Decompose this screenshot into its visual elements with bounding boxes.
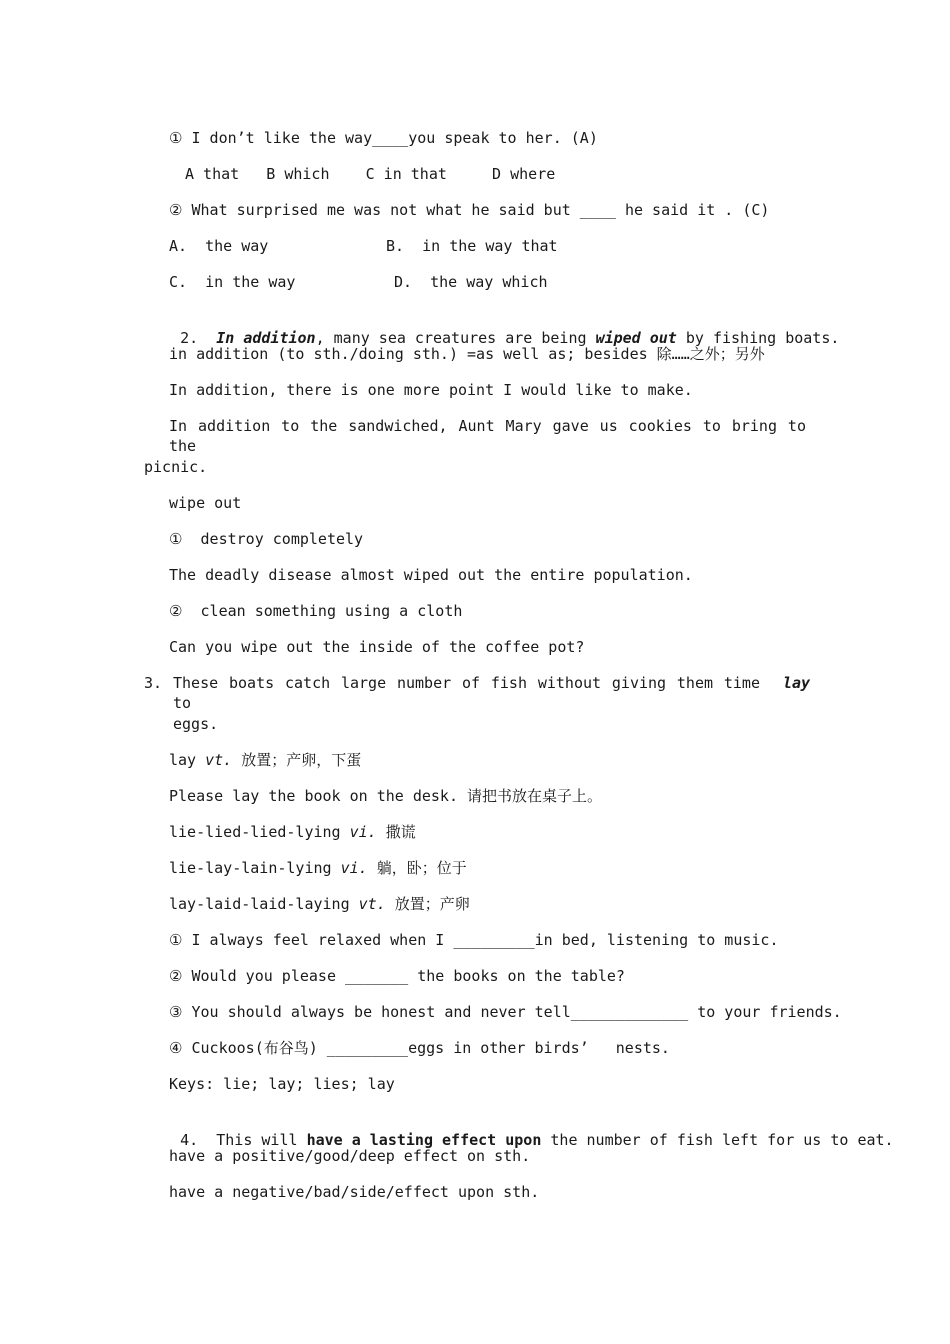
choice-b: B. in the way that (386, 237, 558, 255)
exercise-line: ① I don’t like the way____you speak to her. (A) (169, 129, 598, 147)
example-sentence: have a negative/bad/side/effect upon sth. (169, 1183, 540, 1201)
definition: in addition (to sth./doing sth.) =as well as; besides 除……之外；另外 (169, 345, 765, 363)
part-of-speech: vi. (349, 823, 377, 841)
example-sentence: In addition, there is one more point I would like to make. (169, 381, 693, 399)
verb-forms (169, 858, 467, 878)
example-sentence: Please lay the book on the desk. 请把书放在桌子上。 (169, 787, 603, 805)
definition (169, 750, 361, 770)
answer-keys: Keys: lie; lay; lies; lay (169, 1075, 395, 1093)
sense-item: ① destroy completely (169, 530, 364, 548)
section-number: 4. (180, 1131, 199, 1149)
exercise-choices: A that B which C in that D where (185, 165, 556, 183)
example-sentence: Can you wipe out the inside of the coffee pot? (169, 638, 585, 656)
phrase-heading: wipe out (169, 494, 242, 512)
part-of-speech: vt. (358, 895, 386, 913)
forms: lie-lied-lied-lying (169, 823, 350, 841)
choice-d: D. the way which (394, 273, 548, 291)
meaning: 撒谎 (376, 823, 416, 841)
section-number: 2. (180, 329, 199, 347)
verb-forms (169, 894, 470, 914)
sentence-text: This will (216, 1131, 307, 1149)
exercise-line: ② Would you please _______ the books on the table? (169, 967, 625, 985)
forms: lay-laid-laid-laying (169, 895, 359, 913)
choice-c: C. in the way (169, 273, 296, 291)
key-phrase: lay (783, 674, 811, 692)
meaning: 放置；产卵，下蛋 (232, 751, 362, 769)
meaning: 放置；产卵 (385, 895, 470, 913)
verb-forms (169, 822, 416, 842)
exercise-line: ④ Cuckoos(布谷鸟) _________eggs in other birds’ nests. (169, 1039, 670, 1057)
choice-a: A. the way (169, 237, 269, 255)
exercise-line: ③ You should always be honest and never tell_____________ to your friends. (169, 1003, 842, 1021)
sentence-text: , many sea creatures are being (315, 329, 596, 347)
key-phrase: have a lasting effect upon (306, 1131, 542, 1149)
meaning: 躺，卧；位于 (367, 859, 467, 877)
sentence-continuation: eggs. (173, 715, 219, 733)
exercise-line: ② What surprised me was not what he said but ____ he said it . (C) (169, 201, 770, 219)
word: lay (169, 751, 206, 769)
sentence-text: by fishing boats. (676, 329, 840, 347)
sentence-text: the number of fish left for us to eat. (541, 1131, 894, 1149)
forms: lie-lay-lain-lying (169, 859, 341, 877)
sentence-text: These boats catch large number of fish without giving them time to (173, 674, 760, 712)
key-phrase: wiped out (595, 329, 677, 347)
example-sentence: The deadly disease almost wiped out the entire population. (169, 566, 693, 584)
example-continuation: picnic. (144, 458, 208, 476)
section-number: 3. (144, 674, 163, 692)
key-phrase: In addition (216, 329, 316, 347)
example-sentence: In addition to the sandwiched, Aunt Mary gave us cookies to bring to the (169, 417, 806, 455)
part-of-speech: vt. (205, 751, 233, 769)
sense-item: ② clean something using a cloth (169, 602, 463, 620)
exercise-line: ① I always feel relaxed when I _________in bed, listening to music. (169, 931, 779, 949)
part-of-speech: vi. (340, 859, 368, 877)
example-sentence: have a positive/good/deep effect on sth. (169, 1147, 531, 1165)
